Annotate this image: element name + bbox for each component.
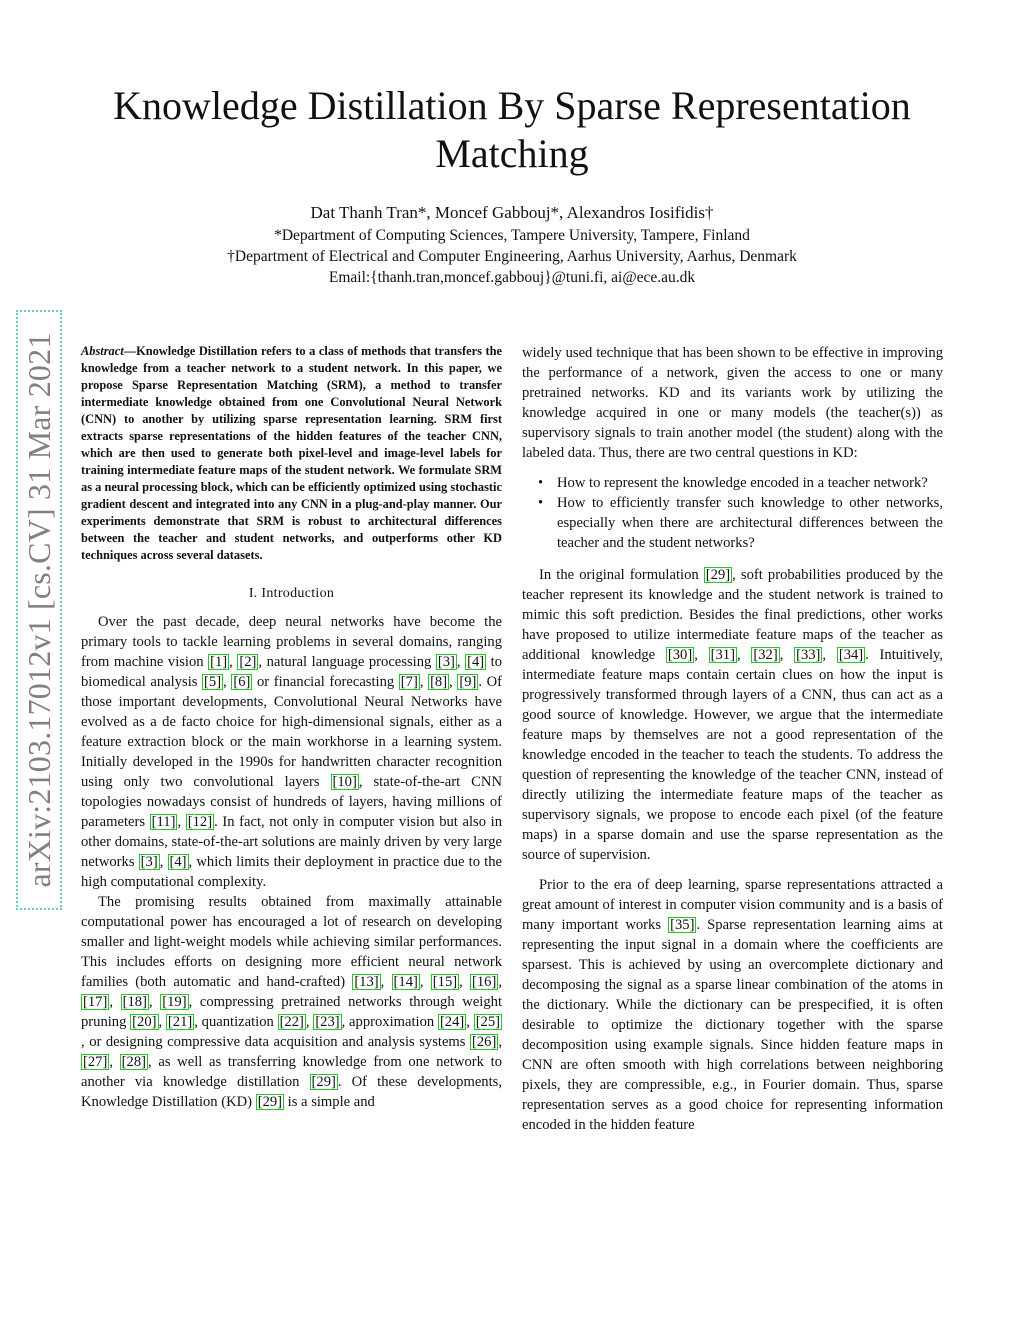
- paragraph-text: , as well as transferring knowledge from one network to another via knowledge distillation: [81, 1054, 502, 1090]
- paragraph-text: ,: [419, 674, 429, 690]
- citation-link[interactable]: [1]: [210, 654, 228, 670]
- citation-link[interactable]: [7]: [400, 674, 418, 690]
- paragraph-text: ,: [694, 647, 709, 663]
- paragraph-text: , soft probabilities produced by the teacher represent its knowledge and the student network is trained to mimic this soft prediction. Besides the final predictions, other works have proposed to utilize intermediate feature maps of the teacher as additional knowledge: [522, 567, 943, 663]
- citation-link[interactable]: [17]: [83, 994, 108, 1010]
- citation-link[interactable]: [15]: [432, 974, 458, 990]
- paragraph-text: ,: [456, 654, 466, 670]
- paragraph-text: ,: [419, 974, 431, 990]
- bullet-icon: •: [538, 475, 544, 491]
- paragraph-text: ,: [498, 974, 502, 990]
- paragraph-text: In the original formulation: [539, 567, 704, 583]
- affiliation-2: †Department of Electrical and Computer Engineering, Aarhus University, Aarhus, Denmark: [227, 248, 797, 265]
- intro-paragraph-continued: widely used technique that has been shown to be effective in improving the performance of a network, given the access to one or many pretrained networks. KD and its variants work by utilizing the knowledge acquired in one or many models (the teacher(s)) as supervisory signals to train another model (the student) along with the labeled data. Thus, there are two central questions in KD:: [522, 345, 943, 461]
- abstract: [81, 343, 502, 564]
- citation-link[interactable]: [30]: [667, 647, 693, 663]
- paragraph-text: . Of these developments, Knowledge Distillation (KD): [81, 1074, 502, 1110]
- right-column: [522, 343, 943, 1135]
- list-item-text: How to represent the knowledge encoded in a teacher network?: [557, 475, 928, 491]
- paragraph-text: ,: [158, 1014, 166, 1030]
- paragraph-text: The promising results obtained from maximally attainable computational power has encouraged a lot of research on developing smaller and light-weight models while achieving similar performances. This includes efforts on designing more efficient neural network families (both automatic and hand-crafted): [81, 894, 502, 990]
- citation-link[interactable]: [24]: [439, 1014, 465, 1030]
- paragraph-text: . Intuitively, intermediate feature maps contain certain clues on how the input is progressively transformed through layers of a CNN, thus can act as a good source of knowledge. However, we argue that the intermediate feature maps by themselves are not a good representation of the knowledge encoded in the teacher to teach the students. To address the question of representing the knowledge of the teacher CNN, instead of directly utilizing the intermediate feature maps of the teacher as supervisory signals, we propose to encode each pixel (of the feature maps) in a sparse domain and use the sparse representation as the source of supervision.: [522, 647, 944, 863]
- paragraph-text: . In fact, not only in computer vision but also in other domains, state-of-the-art solutions are mainly driven by very large networks: [81, 814, 502, 870]
- paragraph-text: , which limits their deployment in practice due to the high computational complexity.: [81, 854, 502, 890]
- paragraph-text: ,: [822, 647, 837, 663]
- author-names: Dat Thanh Tran*, Moncef Gabbouj*, Alexandros Iosifidis†: [310, 203, 714, 222]
- paragraph-text: ,: [736, 647, 752, 663]
- citation-link[interactable]: [10]: [332, 774, 357, 790]
- author-block: [100, 200, 924, 288]
- citation-link[interactable]: [32]: [753, 647, 778, 663]
- arxiv-identifier-stamp[interactable]: arXiv:2103.17012v1 [cs.CV] 31 Mar 2021: [16, 310, 62, 910]
- citation-link[interactable]: [16]: [472, 974, 497, 990]
- affiliation-1: *Department of Computing Sciences, Tampere University, Tampere, Finland: [274, 227, 750, 244]
- citation-link[interactable]: [33]: [796, 647, 821, 663]
- paragraph-text: ,: [109, 1054, 120, 1070]
- citation-link[interactable]: [22]: [279, 1014, 304, 1030]
- citation-link[interactable]: [12]: [187, 814, 213, 830]
- paragraph-text: , or designing compressive data acquisition and analysis systems: [81, 1034, 471, 1050]
- citation-link[interactable]: [6]: [233, 674, 251, 690]
- intro-paragraph-3: [522, 565, 943, 865]
- citation-link[interactable]: [5]: [204, 674, 222, 690]
- citation-link[interactable]: [35]: [670, 917, 695, 933]
- citation-link[interactable]: [19]: [162, 994, 187, 1010]
- paragraph-text: ,: [449, 674, 458, 690]
- left-column: [81, 343, 502, 1112]
- citation-link[interactable]: [29]: [705, 567, 731, 583]
- paragraph-text: ,: [109, 994, 121, 1010]
- paragraph-text: ,: [459, 974, 471, 990]
- citation-link[interactable]: [4]: [169, 854, 187, 870]
- intro-paragraph-2: [81, 892, 502, 1112]
- citation-link[interactable]: [3]: [140, 854, 158, 870]
- citation-link[interactable]: [11]: [151, 814, 176, 830]
- citation-link[interactable]: [26]: [472, 1034, 497, 1050]
- paragraph-text: ,: [305, 1014, 314, 1030]
- paragraph-text: is a simple and: [284, 1094, 375, 1110]
- list-item: [522, 473, 943, 493]
- citation-link[interactable]: [27]: [83, 1054, 108, 1070]
- citation-link[interactable]: [20]: [132, 1014, 157, 1030]
- paragraph-text: to biomedical analysis: [81, 654, 503, 690]
- paragraph-text: ,: [498, 1034, 502, 1050]
- paragraph-text: or financial forecasting: [252, 674, 399, 690]
- paragraph-text: ,: [466, 1014, 474, 1030]
- abstract-text: —Knowledge Distillation refers to a class of methods that transfers the knowledge from a teacher network to a student network. In this paper, we propose Sparse Representation Matching (SRM), a method to transfer intermediate knowledge obtained from one Convolutional Neural Network (CNN) to another by utilizing sparse representation learning. SRM first extracts sparse representations of the hidden features of the teacher CNN, which are then used to generate both pixel-level and image-level labels for training intermediate feature maps of the student network. We formulate SRM as a neural processing block, which can be efficiently optimized using stochastic gradient descent and integrated into any CNN in a plug-and-play manner. Our experiments demonstrate that SRM is robust to architectural differences between the teacher and student networks, and outperforms other KD techniques across several datasets.: [81, 344, 502, 562]
- citation-link[interactable]: [3]: [437, 654, 455, 670]
- paragraph-text: Over the past decade, deep neural networks have become the primary tools to tackle learning problems in several domains, ranging from machine vision: [81, 614, 502, 670]
- paragraph-text: . Of those important developments, Convolutional Neural Networks have evolved as a de facto choice for high-dimensional signals, either as a feature extraction block or the main workhorse in a learning system. Initially developed in the 1990s for handwritten character recognition using only two convolutional layers: [81, 674, 503, 790]
- author-email[interactable]: Email:{thanh.tran,moncef.gabbouj}@tuni.fi, ai@ece.au.dk: [328, 269, 696, 286]
- paragraph-text: ,: [229, 654, 238, 670]
- section-heading-introduction: I. Introduction: [248, 586, 335, 601]
- paragraph-text: , natural language processing: [258, 654, 436, 670]
- citation-link[interactable]: [9]: [459, 674, 477, 690]
- citation-link[interactable]: [31]: [710, 647, 735, 663]
- citation-link[interactable]: [18]: [122, 994, 147, 1010]
- citation-link[interactable]: [28]: [121, 1054, 146, 1070]
- citation-link[interactable]: [13]: [354, 974, 379, 990]
- paragraph-text: Prior to the era of deep learning, sparse representations attracted a great amount of interest in computer vision community and is a basis of many important works: [522, 877, 943, 933]
- citation-link[interactable]: [25]: [475, 1014, 501, 1030]
- citation-link[interactable]: [21]: [167, 1014, 193, 1030]
- paragraph-text: ,: [779, 647, 795, 663]
- paragraph-text: , state-of-the-art CNN topologies nowadays consist of hundreds of layers, having millions of parameters: [81, 774, 502, 830]
- abstract-label: Abstract: [81, 344, 124, 358]
- citation-link[interactable]: [29]: [311, 1074, 336, 1090]
- citation-link[interactable]: [4]: [467, 654, 485, 670]
- paragraph-text: ,: [177, 814, 186, 830]
- paragraph-text: , quantization: [194, 1014, 278, 1030]
- paragraph-text: ,: [148, 994, 161, 1010]
- citation-link[interactable]: [8]: [430, 674, 448, 690]
- citation-link[interactable]: [34]: [838, 647, 864, 663]
- bullet-icon: •: [538, 495, 544, 511]
- paper-title: Knowledge Distillation By Sparse Representation Matching: [113, 83, 911, 176]
- citation-link[interactable]: [23]: [315, 1014, 340, 1030]
- paragraph-text: , approximation: [341, 1014, 438, 1030]
- kd-questions-list: [522, 473, 943, 553]
- intro-paragraph-4: [522, 875, 943, 1135]
- citation-link[interactable]: [29]: [257, 1094, 283, 1110]
- list-item: [522, 493, 943, 553]
- citation-link[interactable]: [14]: [393, 974, 418, 990]
- paragraph-text: ,: [223, 674, 232, 690]
- paragraph-text: ,: [380, 974, 392, 990]
- intro-paragraph-1: [81, 612, 502, 892]
- citation-link[interactable]: [2]: [239, 654, 257, 670]
- paragraph-text: ,: [159, 854, 168, 870]
- paragraph-text: . Sparse representation learning aims at representing the input signal in a domain where the coefficients are sparsest. This is achieved by using an overcomplete dictionary and decomposing the signal as a sparse linear combination of the atoms in the dictionary. While the dictionary can be prespecified, it is often desirable to optimize the dictionary together with the sparse decomposition using example signals. Since hidden feature maps in CNN are often smooth with high correlations between neighboring pixels, they are compressible, e.g., in Fourier domain. Thus, sparse representation serves as a good choice for representing information encoded in the hidden feature: [522, 917, 943, 1133]
- list-item-text: How to efficiently transfer such knowledge to other networks, especially when there are architectural differences between the teacher and the student networks?: [557, 495, 943, 551]
- paragraph-text: , compressing pretrained networks through weight pruning: [81, 994, 502, 1030]
